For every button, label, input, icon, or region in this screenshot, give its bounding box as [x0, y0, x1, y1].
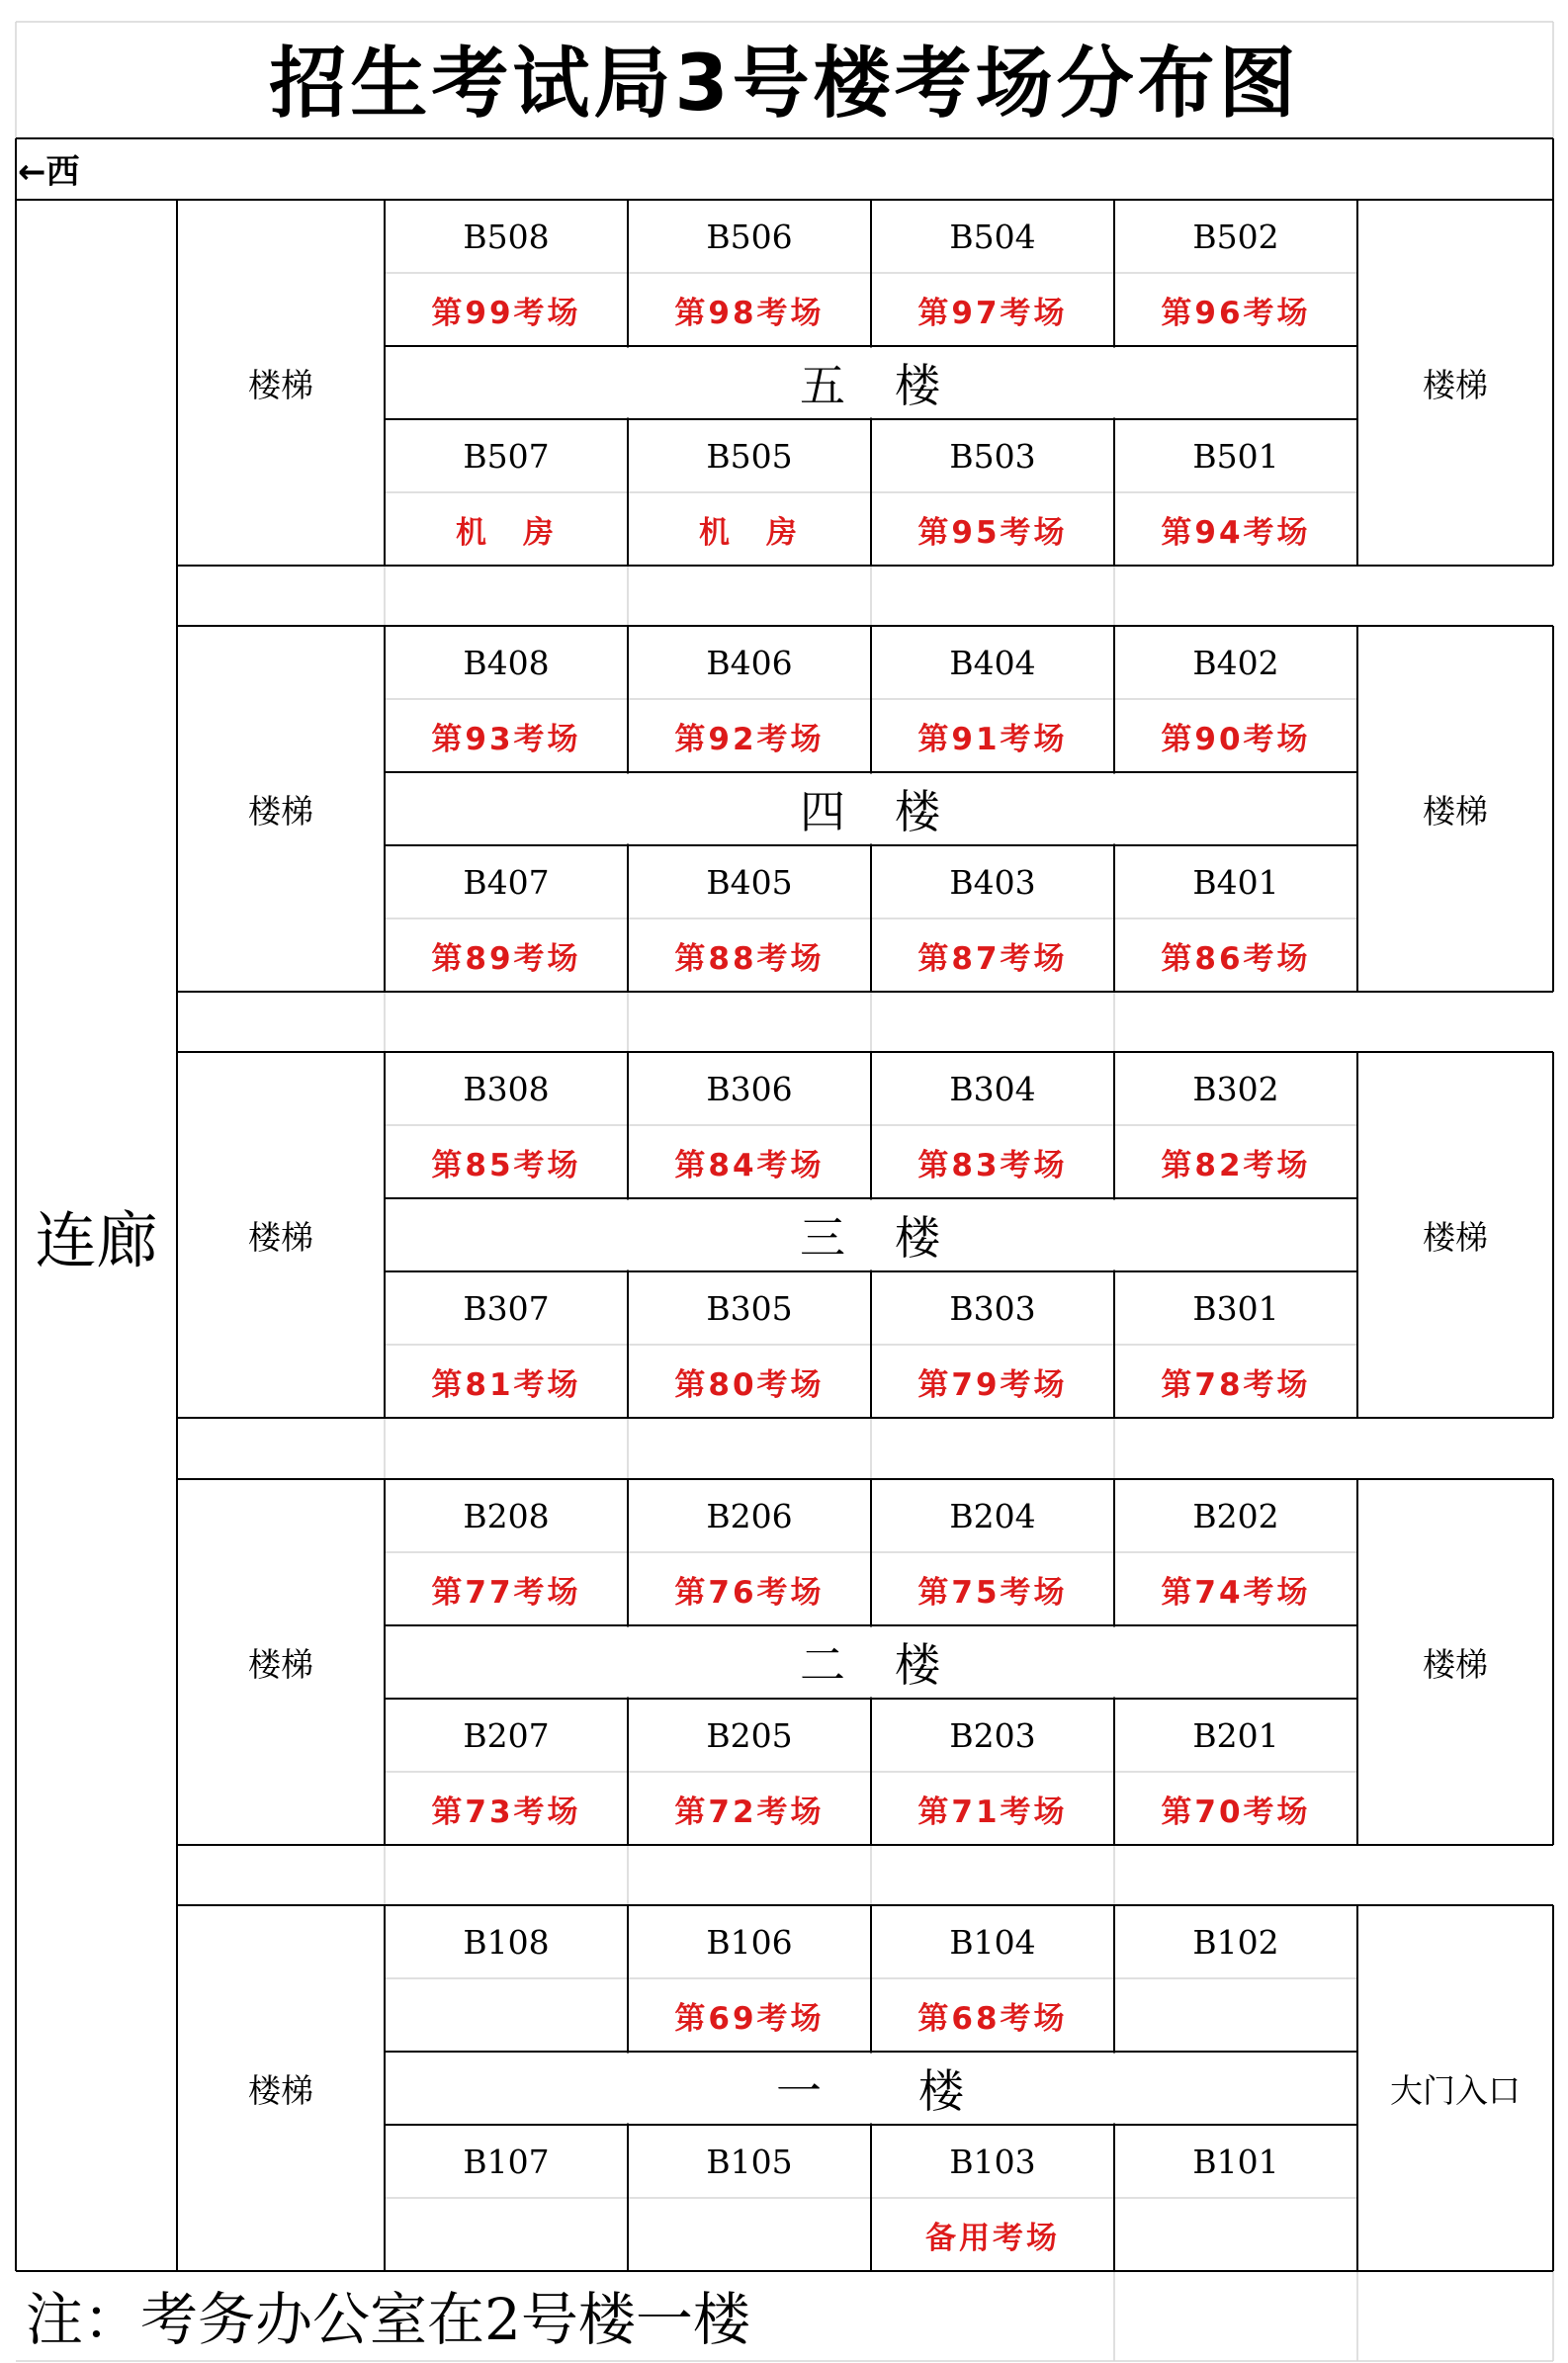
room-number: B101: [1192, 2142, 1279, 2181]
room-number: B207: [463, 1715, 550, 1755]
stair-east: 楼梯: [1423, 365, 1488, 404]
exam-room-label: [628, 2198, 871, 2271]
stair-west: 楼梯: [248, 1217, 313, 1257]
stair-west: 楼梯: [248, 1644, 313, 1684]
exam-room-label: 第97考场: [917, 295, 1068, 331]
stair-east: 楼梯: [1423, 1217, 1488, 1257]
exam-room-label: 第90考场: [1161, 721, 1311, 757]
room-number: B306: [706, 1069, 793, 1108]
exam-room-label: 第99考场: [431, 295, 581, 331]
floor-label: 四 楼: [800, 785, 942, 838]
exam-room-label: 第72考场: [674, 1794, 825, 1830]
stair-east: 楼梯: [1423, 1644, 1488, 1684]
exam-room-label: 机 房: [456, 514, 557, 551]
exam-room-label: 第74考场: [1161, 1574, 1311, 1611]
room-number: B402: [1192, 643, 1279, 682]
exam-room-label: 第86考场: [1161, 940, 1311, 977]
room-number: B203: [949, 1715, 1036, 1755]
room-number: B407: [463, 862, 550, 902]
room-number: B107: [463, 2142, 550, 2181]
room-number: B308: [463, 1069, 550, 1108]
room-number: B304: [949, 1069, 1036, 1108]
footnote: 注：考务办公室在2号楼一楼: [26, 2286, 750, 2353]
room-number: B105: [706, 2142, 793, 2181]
room-number: B405: [706, 862, 793, 902]
exam-room-label: [1114, 1978, 1357, 2052]
room-number: B302: [1192, 1069, 1279, 1108]
page-title: 招生考试局3号楼考场分布图: [269, 40, 1300, 129]
room-number: B501: [1192, 436, 1279, 476]
room-number: B505: [706, 436, 793, 476]
room-number: B406: [706, 643, 793, 682]
exam-room-label: 第87考场: [917, 940, 1068, 977]
exam-room-label: 第68考场: [917, 2000, 1068, 2037]
room-number: B104: [949, 1922, 1036, 1962]
room-number: B102: [1192, 1922, 1279, 1962]
room-number: B206: [706, 1496, 793, 1535]
exam-room-label: 第81考场: [431, 1366, 581, 1403]
exam-room-label: 第70考场: [1161, 1794, 1311, 1830]
exam-room-label: 第83考场: [917, 1147, 1068, 1183]
corridor-label: 连廊: [35, 1204, 158, 1276]
room-number: B506: [706, 217, 793, 256]
exam-room-label: 机 房: [699, 514, 800, 551]
exam-room-label: 第95考场: [917, 514, 1068, 551]
room-number: B303: [949, 1288, 1036, 1328]
entrance-label: 大门入口: [1390, 2070, 1521, 2110]
floor-label: 一 楼: [776, 2064, 966, 2118]
exam-room-label: 第93考场: [431, 721, 581, 757]
stair-west: 楼梯: [248, 365, 313, 404]
room-number: B403: [949, 862, 1036, 902]
room-number: B305: [706, 1288, 793, 1328]
room-number: B504: [949, 217, 1036, 256]
exam-room-label: 第77考场: [431, 1574, 581, 1611]
exam-room-label: 第69考场: [674, 2000, 825, 2037]
room-number: B202: [1192, 1496, 1279, 1535]
stair-west: 楼梯: [248, 2070, 313, 2110]
exam-room-label: [385, 2198, 628, 2271]
room-number: B507: [463, 436, 550, 476]
exam-room-label: 第82考场: [1161, 1147, 1311, 1183]
exam-room-label: 第94考场: [1161, 514, 1311, 551]
room-number: B103: [949, 2142, 1036, 2181]
room-number: B205: [706, 1715, 793, 1755]
exam-room-label: 第92考场: [674, 721, 825, 757]
exam-room-label: 第96考场: [1161, 295, 1311, 331]
exam-room-label: 第80考场: [674, 1366, 825, 1403]
room-number: B408: [463, 643, 550, 682]
room-number: B204: [949, 1496, 1036, 1535]
room-number: B404: [949, 643, 1036, 682]
exam-room-label: 备用考场: [925, 2220, 1060, 2256]
exam-room-label: 第71考场: [917, 1794, 1068, 1830]
room-number: B307: [463, 1288, 550, 1328]
floor-label: 二 楼: [800, 1638, 942, 1692]
exam-room-label: 第75考场: [917, 1574, 1068, 1611]
exam-room-label: [385, 1978, 628, 2052]
exam-room-label: 第89考场: [431, 940, 581, 977]
room-number: B106: [706, 1922, 793, 1962]
room-number: B208: [463, 1496, 550, 1535]
room-number: B502: [1192, 217, 1279, 256]
exam-room-label: 第88考场: [674, 940, 825, 977]
stair-east: 楼梯: [1423, 791, 1488, 831]
exam-room-label: 第85考场: [431, 1147, 581, 1183]
stair-west: 楼梯: [248, 791, 313, 831]
room-number: B401: [1192, 862, 1279, 902]
exam-room-label: 第91考场: [917, 721, 1068, 757]
room-number: B108: [463, 1922, 550, 1962]
room-number: B503: [949, 436, 1036, 476]
floor-label: 三 楼: [800, 1211, 942, 1265]
exam-room-label: 第76考场: [674, 1574, 825, 1611]
floor-label: 五 楼: [800, 359, 942, 412]
exam-room-label: 第84考场: [674, 1147, 825, 1183]
west-direction-label: ←西: [18, 151, 80, 192]
exam-room-label: 第98考场: [674, 295, 825, 331]
exam-room-label: 第79考场: [917, 1366, 1068, 1403]
exam-room-label: [1114, 2198, 1357, 2271]
exam-room-label: 第78考场: [1161, 1366, 1311, 1403]
room-number: B301: [1192, 1288, 1279, 1328]
exam-room-label: 第73考场: [431, 1794, 581, 1830]
room-number: B508: [463, 217, 550, 256]
room-number: B201: [1192, 1715, 1279, 1755]
